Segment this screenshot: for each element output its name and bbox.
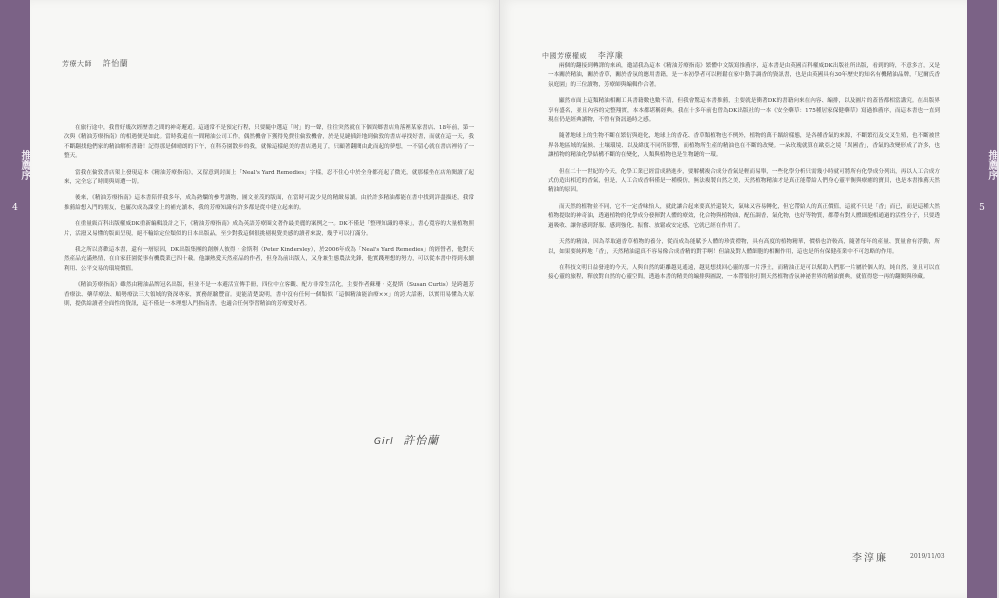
left-paragraph-5: 我之所以喜歡這本書，還有一層原因，DK出版集團的創辦人彼得‧金斯利（Peter Kindersley），於2006年成為「Neal's Yard Remedies」的經營者，他對天然產品充滿熱情，在自家莊園從事有機農業已四十載。他讓熱愛天然產品的作者，但身為前出版人，又身兼生態農法先鋒，他實踐理想的努力，可以從本書中得到永續利用、公平交易的環境價值。 xyxy=(64,247,474,272)
right-tab-label: 推薦序 xyxy=(986,150,997,180)
right-running-head-title: 中國芳療權威 xyxy=(542,52,587,60)
left-paragraph-6: 《精油芳療指南》雖然由精油品牌冠名出版，但並不是一本避活宣傳手冊，四位中立客觀、配方非常生活化，主要作者蘇珊‧克提斯（Susan Curtis）是跨越芳香療法、藥草療法、順勢療法三大領域的資深專家，實務經驗豐富。更能清楚說明，書中沒有任何一個類似「這個精油能治療××」的誇大話術，以實用易懂為大原則，提供給讀者全面性的資訊，這不僅是一本理想入門指南書，也適合任何學習精油的芳療愛好者。 xyxy=(64,282,474,308)
right-page xyxy=(500,0,967,598)
signature-name: 許怡蘭 xyxy=(403,434,440,447)
right-paragraph-3: 隨著地球上的生物不斷在繁衍與進化，地球上的香花、香草類植物也不例外，植物的萬千繽紛樣態，是各種香氣的來源，不斷繁衍及交叉生殖，也不斷被世界各地區域的氣候、土壤環境、以及緯度不同所影響，而植物所生產的精油也在不斷的改變。一朵玫瑰就算在歐亞之境「異國香」，香氣的改變形成了許多，也讓植物的精油化學結構不斷的在變化，人類與植物也是生物鏈的一環。 xyxy=(548,133,940,159)
left-running-head-author: 許怡蘭 xyxy=(102,59,129,68)
right-body-text xyxy=(548,62,940,290)
right-paragraph-6: 天然的精油，因為萃取過香草植物的養分，從而成為能賦予人體的珍貴禮物，具有高度的植物精華，價格也許較高，隨著每年的產量、質量會有浮動，所以，如果要純粹地「香」，天然精油還真不容易像合成香精的對手啊！但論及對人體細胞的相關作用，這也是所有保健產業中不可忽略的作用。 xyxy=(548,239,940,255)
left-page xyxy=(30,0,499,598)
left-body-text xyxy=(64,124,474,317)
left-tab-label: 推薦序 xyxy=(19,150,30,180)
closing-date: 2019/11/03 xyxy=(910,553,945,560)
right-paragraph-4: 但在二十一世紀的今天，化學工業已經當成熟進步，要解構複合成分香氣是輕而易舉，一些化學分析只需幾小時就可將所有化學成分列出，再以人工合成方式仿造出相近的香氣，但是，人工合成香料僅是一種模仿，無法複製自然之美，天然植物精油才是真正能帶給人們身心靈平衡與療癒的寶貝，也是本書推薦天然精油的原因。 xyxy=(548,168,940,194)
right-paragraph-1: 兩個的翻接到轉譯的來函，邀請我為這本《精油芳療指南》繁體中文版寫推薦序，這本書是由英國百科權威DK出版社所出版，看到的時，不意多言，又是一本關於精油，關於香草，關於香氛的應用書籍，是一本初學者可以輕鬆在家中動手調香的資訊書，也是由英國具有30年歷史的知名有機精油品牌，「尼爾氏香氛庭園」的三位讀物，芳療師與編輯作合著。 xyxy=(548,63,940,88)
right-running-head xyxy=(542,50,623,61)
left-chapter-tab xyxy=(0,0,30,598)
right-paragraph-7: 在科技文明日益發達的今天，人與自然的距離越見遙遠，越見想找回心靈的那一片淨土，而精油正是可以幫助人們那一片屬於個人的，純自然，並且可以直接心靈的旅程，釋放對自然的心靈空間，透過本書的精美的編排與圖說，一本帶領你打開天然植物香氛神祕世界的精油寶典，就值得您一再的翻閱與珍藏。 xyxy=(548,264,940,281)
left-paragraph-4: 在重量級百科出版權威DK重新編輯設計之下，《精油芳療指南》成為英語芳療圈文著作最美麗的案例之一。DK不僅是「整理知識的專家」，書心寬容的大量植物照片，活潑又易懂的版面呈現，絕不輸給定位類似的日本出版品，至少對我這個很挑剔視覺美感的讀者來說，幾乎可以打滿分。 xyxy=(64,221,474,237)
left-running-head xyxy=(62,58,128,69)
left-page-number: 4 xyxy=(12,203,18,213)
right-page-number: 5 xyxy=(979,203,985,213)
left-paragraph-1: 在旅行途中，我曾好幾次經歷書之間的神奇邂逅。這通常不是預定行程，只要隨中選這「吋」的一聲，往往突然就在下個異鄉書店角落裡某家書店、18年前，第一次與《精油芳療指南》的相遇便是如此。當時我還在一間精油公司工作，偶然機會下獲得免費往倫敦機會，於是見縫插針地到倫敦的書店尋找好書，而就在這一天，我不斷翻找他們家的精油解析書籍！記得那是個晴朗的下午，在科芬園散步的我，就像這樣絕美的書店遇見了，只顧著翻閱由此而起的夢想，一不留心就在書店裡待了一整天。 xyxy=(64,125,474,160)
left-paragraph-3: 後來，《精油芳療指南》這本書陪伴我多年，成為熟爛的參考讀物，圖文並茂的版面，在當時可說少見的精緻易讀。由於許多精油都能在書中找到詳盡描述，我常推薦給想入門的朋友，也屢次成為課堂上的補充讀本，我的芳療知識有許多都是從中建立起來的。 xyxy=(64,195,474,211)
closing-name: 李淳廉 xyxy=(852,553,888,564)
left-signature xyxy=(374,432,439,448)
right-paragraph-5: 而天然的植物並不同，它不一定香味怡人，就此讓合起來要真於還裝大，氣味又容易轉化，但它帶給人的真正價值，這就不只是「香」而已，而是這種大然植物提取的神奇油，透過植物的化學成分發揮對人體的療效，化合物與植物油，配伍調香，氣化物，也好等物質，都帶有對人體細胞相通過的活性分子，只要透過吸收、讓你感到舒服、感到強化、振奮、放鬆或安定感，它就已經在作用了。 xyxy=(548,203,940,229)
right-chapter-tab xyxy=(967,0,997,598)
right-paragraph-2: 顯然市面上這類精油相關工具書籍數也數不清，但我會驚這本書推薦，主要就是衝著DK的書籍向來在內容、編排，以及圖片的蓋皆都相當講究。在出版界享有盛名，並且內容的完整翔實，本本都堪稱經典。我在十多年前也曾為DK出版社的一本《安全藥草：175種居家保健藥草》寫過推薦序，而這本書也一直到現在仍是經典讀物，不曾有資訊過時之感。 xyxy=(548,98,940,124)
left-paragraph-2: 當我在倫敦書店架上發現這本《精油芳療指南》，又留意到封面上「Neal's Yard Remedies」字樣，忍不住心中於全身都亮起了微光，就那樣坐在店角閱讀了起來，完全忘了時間與周遭一切。 xyxy=(64,169,474,186)
signature-script: Girl xyxy=(374,437,394,447)
right-running-head-author: 李淳廉 xyxy=(597,51,624,60)
left-running-head-title: 芳療大師 xyxy=(62,60,92,68)
